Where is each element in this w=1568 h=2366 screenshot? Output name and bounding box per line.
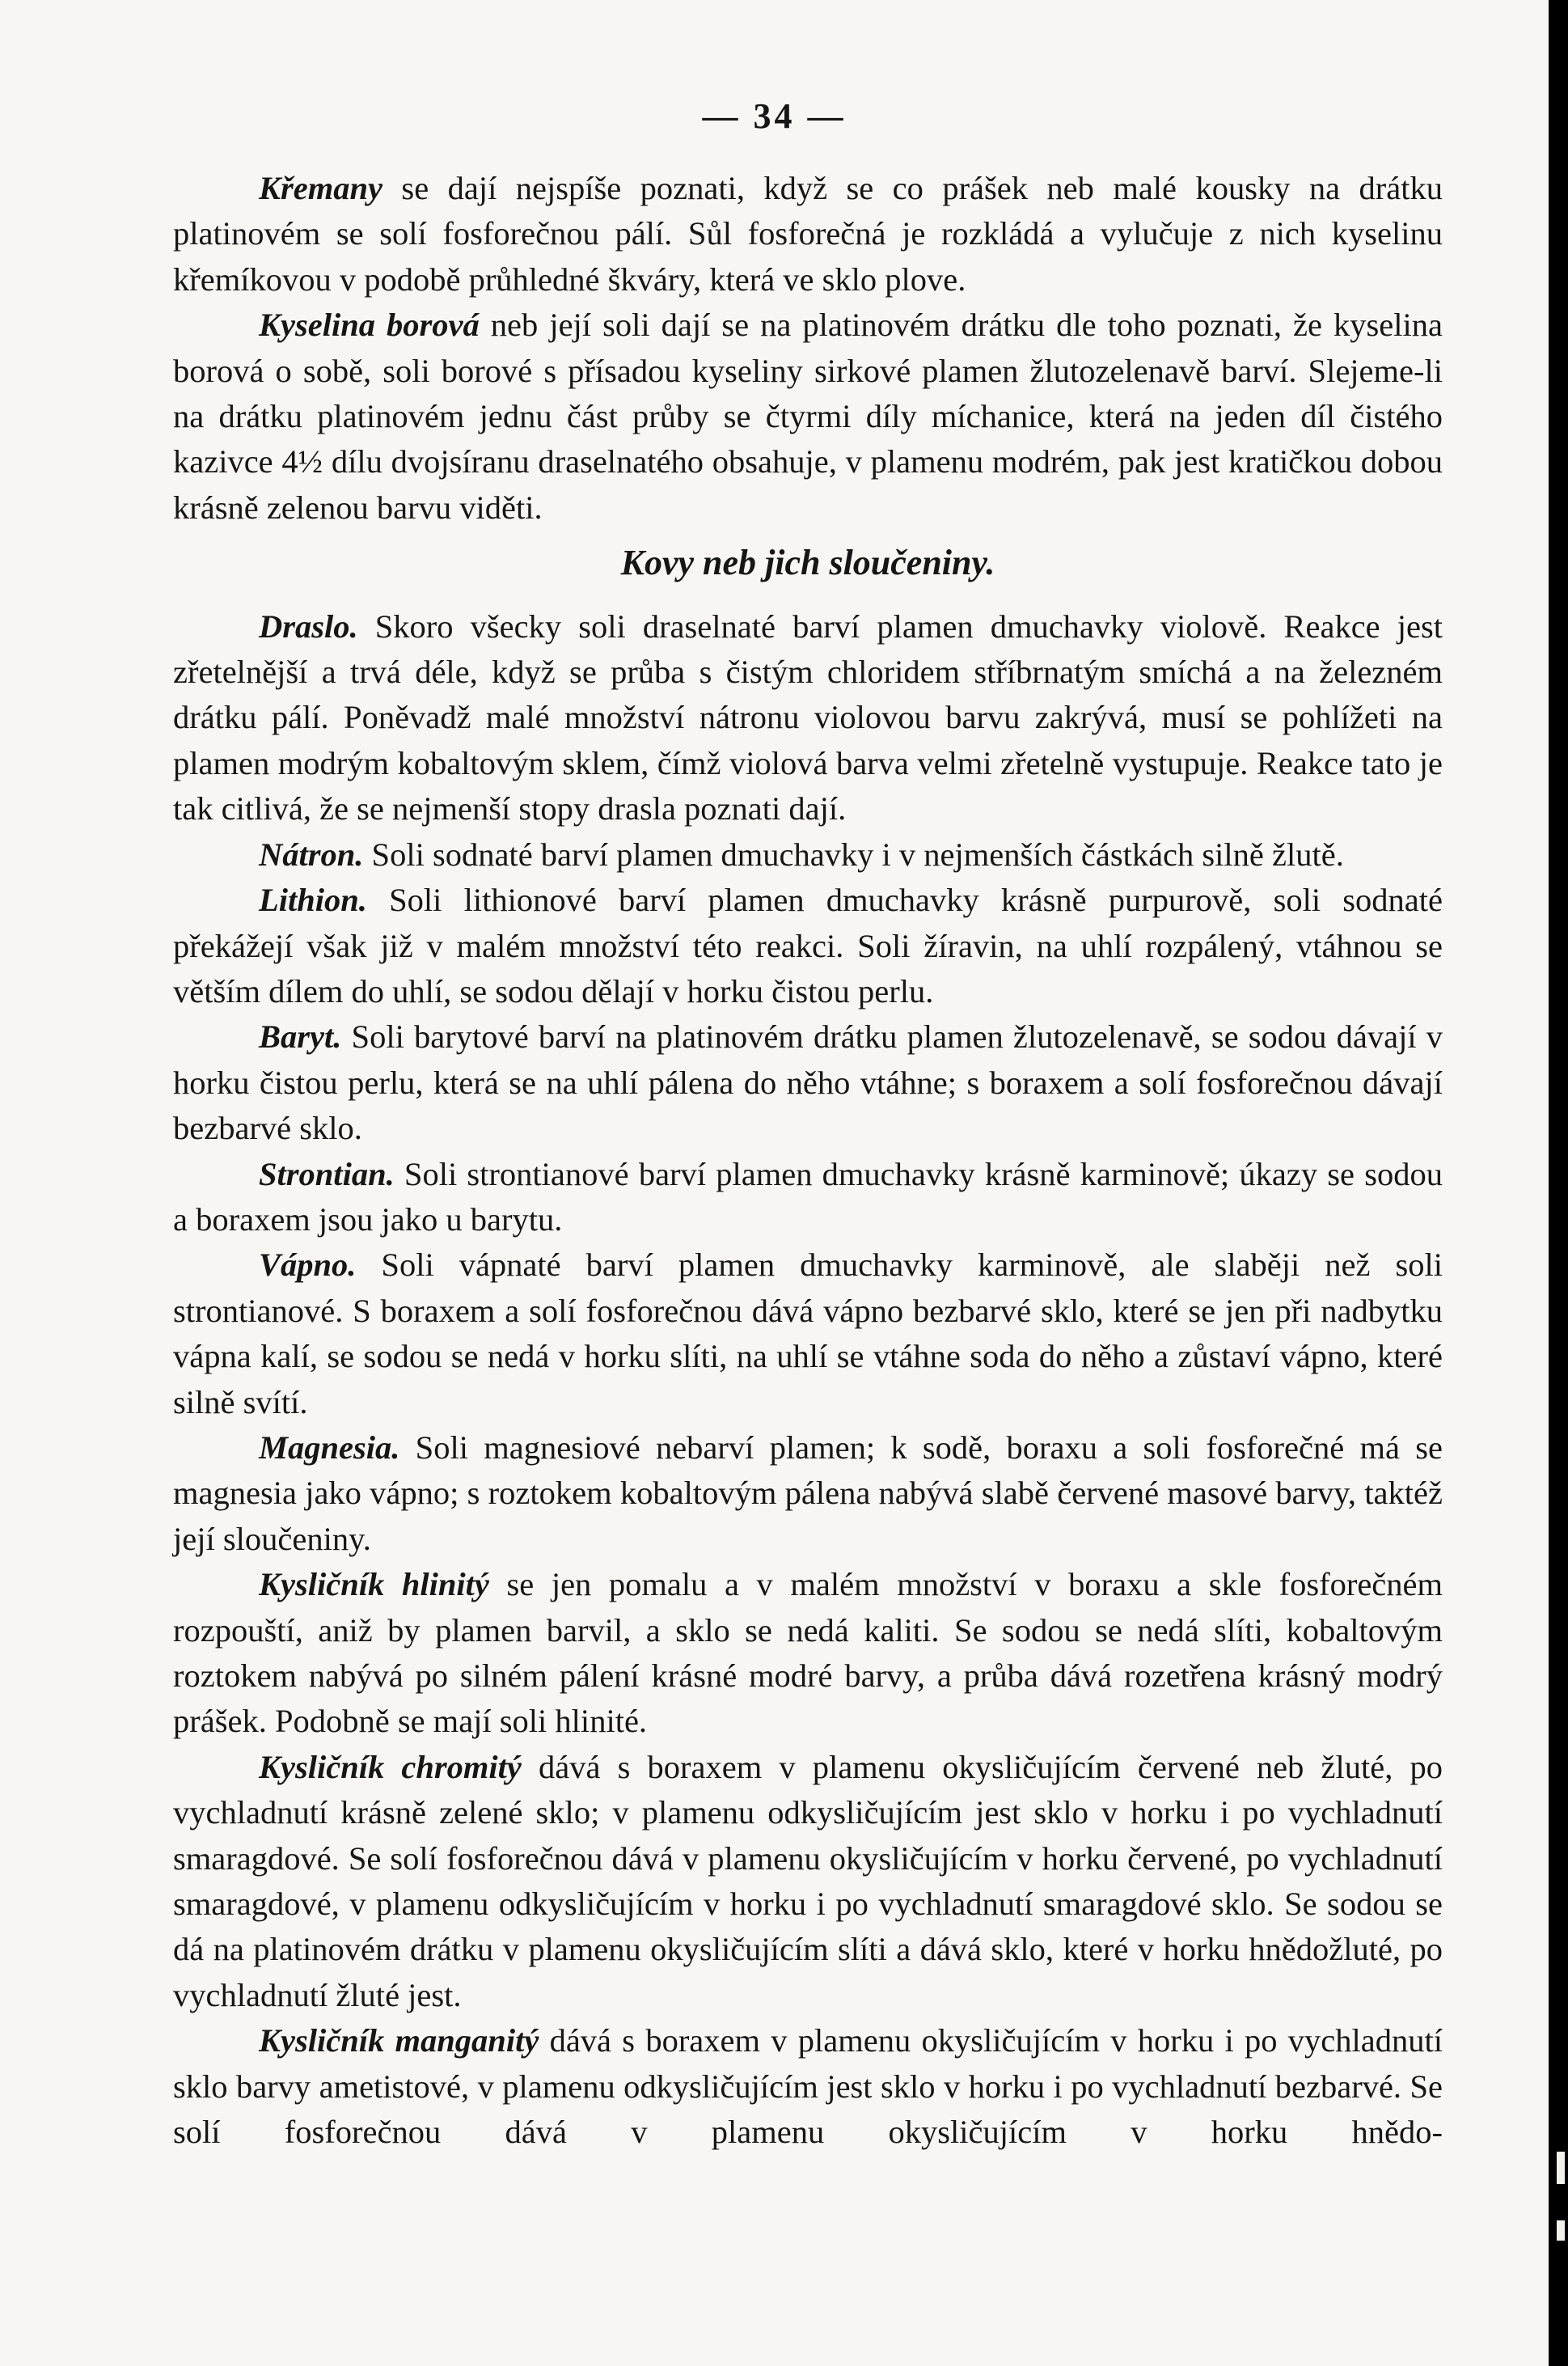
paragraph-magnesia bbox=[173, 1425, 1443, 1562]
paragraph-text: neb její soli dají se na platinovém drátku dle toho poznati, že kyselina borová o sobě, soli borové s přísadou kyseliny sirkové plamen žlutozelenavě barví. Slejeme-li na drátku platinovém jednu část průby se čtyrmi díly míchanice, která na jeden díl čistého kazivce 4½ dílu dvojsíranu draselnatého obsahuje, v plamenu modrém, pak jest kratičkou dobou krásně zelenou barvu viděti. bbox=[173, 307, 1443, 526]
paragraph-lead: Draslo. bbox=[259, 607, 358, 645]
paragraph-text: se dají nejspíše poznati, když se co prášek neb malé kousky na drátku platinovém se solí fosforečnou pálí. Sůl fosforečná je rozkládá a vylučuje z nich kyselinu křemíkovou v podobě průhledné škváry, která ve sklo plove. bbox=[173, 170, 1443, 298]
paragraph-text: Skoro všecky soli draselnaté barví plamen dmuchavky violově. Reakce jest zřetelnější a trvá déle, když se průba s čistým chloridem stříbrnatým smíchá a na železném drátku pálí. Poněvadž malé množství nátronu violovou barvu zakrývá, musí se pohlížeti na plamen modrým kobaltovým sklem, čímž violová barva velmi zřetelně vystupuje. Reakce tato je tak citlivá, že se nejmenší stopy drasla poznati dají. bbox=[173, 607, 1443, 827]
paragraph-text: Soli vápnaté barví plamen dmuchavky karminově, ale slaběji než soli strontianové. S boraxem a solí fosforečnou dává vápno bezbarvé sklo, které se jen při nadbytku vápna kalí, se sodou se nedá v horku slíti, na uhlí se vtáhne soda do něho a zůstaví vápno, které silně svítí. bbox=[173, 1246, 1443, 1420]
paragraph-kremany bbox=[173, 166, 1443, 303]
section-heading: Kovy neb jich sloučeniny. bbox=[620, 543, 995, 583]
paragraph-text: Soli strontianové barví plamen dmuchavky krásně karminově; úkazy se sodou a boraxem jsou jako u barytu. bbox=[173, 1155, 1443, 1238]
paragraph-text: Soli magnesiové nebarví plamen; k sodě, boraxu a soli fosforečné má se magnesia jako vápno; s roztokem kobaltovým pálena nabývá slabě červené masové barvy, taktéž její sloučeniny. bbox=[173, 1428, 1443, 1557]
scan-edge-mark bbox=[1557, 2220, 1565, 2241]
paragraph-text: dává s boraxem v plamenu okysličujícím červené neb žluté, po vychladnutí krásně zelené sklo; v plamenu odkysličujícím jest sklo v horku i po vychladnutí smaragdové. Se solí fosforečnou dává v plamenu okysličujícím v horku červené, po vychladnutí smaragdové, v plamenu odkysličujícím v horku i po vychladnutí smaragdové sklo. Se sodou se dá na platinovém drátku v plamenu okysličujícím slíti a dává sklo, které v horku hnědožluté, po vychladnutí žluté jest. bbox=[173, 1748, 1443, 2013]
body-text bbox=[173, 166, 1443, 2155]
paragraph-natron bbox=[173, 832, 1443, 878]
paragraph-kyslicnik-hlinity bbox=[173, 1562, 1443, 1745]
paragraph-lead: Magnesia. bbox=[259, 1428, 400, 1466]
paragraph-lead: Kysličník hlinitý bbox=[259, 1566, 489, 1603]
paragraph-lead: Baryt. bbox=[259, 1018, 342, 1056]
paragraph-lead: Nátron. bbox=[259, 836, 364, 873]
paragraph-baryt bbox=[173, 1014, 1443, 1151]
paragraph-draslo bbox=[173, 604, 1443, 832]
paragraph-kyslicnik-chromity bbox=[173, 1745, 1443, 2018]
paragraph-lead: Strontian. bbox=[259, 1155, 395, 1192]
paragraph-kyselina-borova bbox=[173, 303, 1443, 531]
paragraph-vapno bbox=[173, 1242, 1443, 1425]
paragraph-lead: Kysličník chromitý bbox=[259, 1748, 522, 1785]
paragraph-lead: Vápno. bbox=[259, 1246, 357, 1284]
paragraph-lead: Lithion. bbox=[259, 882, 367, 919]
paragraph-text: Soli barytové barví na platinovém drátku plamen žlutozelenavě, se sodou dávají v horku čistou perlu, která se na uhlí pálena do něho vtáhne; s boraxem a solí fosforečnou dávají bezbarvé sklo. bbox=[173, 1018, 1443, 1147]
paragraph-text: se jen pomalu a v malém množství v boraxu a skle fosforečném rozpouští, aniž by plamen barvil, a sklo se nedá kaliti. Se sodou se nedá slíti, kobaltovým roztokem nabývá po silném pálení krásné modré barvy, a průba dává rozetřena krásný modrý prášek. Podobně se mají soli hlinité. bbox=[173, 1566, 1443, 1740]
scan-edge-mark bbox=[1557, 2152, 1565, 2184]
paragraph-lead: Křemany bbox=[259, 170, 383, 206]
paragraph-kyslicnik-manganity bbox=[173, 2018, 1443, 2155]
paragraph-text: dává s boraxem v plamenu okysličujícím v horku i po vychladnutí sklo barvy ametistové, v plamenu odkysličujícím jest sklo v horku i po vychladnutí bezbarvé. Se solí fosforečnou dává v plamenu okysličujícím v horku hnědo- bbox=[173, 2022, 1443, 2151]
paragraph-text: Soli sodnaté barví plamen dmuchavky i v nejmenších částkách silně žlutě. bbox=[363, 836, 1344, 873]
paragraph-lithion bbox=[173, 878, 1443, 1014]
paragraph-lead: Kyselina borová bbox=[259, 307, 480, 344]
paragraph-lead: Kysličník manganitý bbox=[259, 2022, 539, 2059]
paragraph-text: Soli lithionové barví plamen dmuchavky krásně purpurově, soli sodnaté překážejí však již v malém množství této reakci. Soli žíravin, na uhlí rozpálený, vtáhnou se větším dílem do uhlí, se sodou dělají v horku čistou perlu. bbox=[173, 882, 1443, 1009]
page-number: — 34 — bbox=[702, 96, 847, 136]
paragraph-strontian bbox=[173, 1152, 1443, 1243]
